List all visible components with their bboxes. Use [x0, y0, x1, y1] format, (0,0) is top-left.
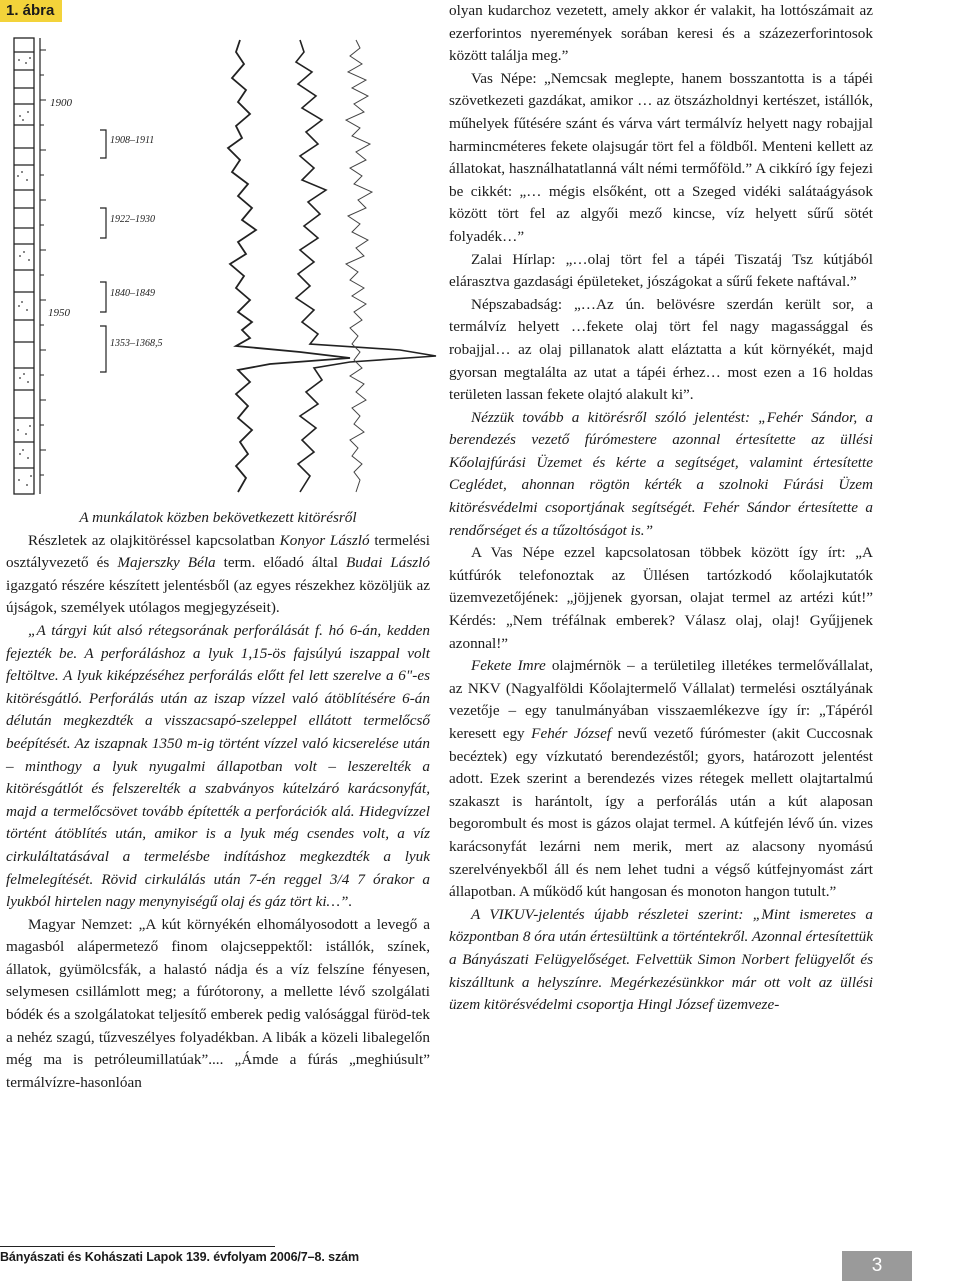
vikuv-paragraph: A VIKUV-jelentés újabb részletei szerint: „Mint ismeretes a központban 8 óra után értesültünk a történtekről. Azonnal értesítettük a Bányászati Felügyelőséget. Felvettük Simon Norbert felügyelőt és kiszálltunk a helyszínre. Megérkezésünkkor már ott volt az üllési üzem kitörésvédelmi csoportja Hingl József üzemveze- — [449, 905, 873, 1014]
interval-label-4: 1353–1368,5 — [110, 338, 163, 349]
lithology-column — [14, 38, 34, 494]
well-log-figure — [0, 30, 445, 500]
zalai-hirlap-paragraph: Zalai Hírlap: „…olaj tört fel a tápéi Tiszatáj Tsz kútjából elárasztva gazdasági épületeket, jószágokat a sűrű fekete naftával.” — [449, 250, 873, 291]
continuation-paragraph: olyan kudarchoz vezetett, amely akkor ér valakit, ha lottószámait az ezerforintos nyeremények sorában keresi és a százezerforintosok között találja meg.” — [449, 2, 873, 65]
gamma-curve — [346, 40, 372, 492]
sp-curve — [228, 40, 350, 492]
left-column — [6, 507, 430, 1094]
caption-title: A munkálatok közben bekövetkezett kitörésről — [79, 509, 357, 526]
resistivity-curve — [296, 40, 436, 492]
fekete-imre-paragraph: Fekete Imre olajmérnök – a területileg illetékes termelővállalat, az NKV (Nagyalföldi Kőolajtermelő Vállalat) termelési osztályának vezetője – egy tanulmányában visszaemlékezve így ír: „Tápéról keresett egy Fehér József nevű vezető fúrómester (akit Cuccosnak becéztek) egy vízkutató berendezéstől; gyors, határozott jelentést adott. Ezek szerint a berendezés vizes rétegek mellett olajtartalmú szakaszt is harántolt, így a perforálás után a kút alaposan begorombult és most is gázos olajat termel. A kútfején lévő ún. vizes karácsonyfát lezárni nem merik, mert az alacsony nyomású szerelvényekből áll és nem lehet tudni a végső kútfejnyomást zárt állapotban. A működő kút hangosan és monoton hangon tutult.” — [449, 657, 873, 901]
nepszabadsag-paragraph: Népszabadság: „…Az ún. belövésre szerdán került sor, a termálvíz helyett …fekete olaj tört fel nagy magassággal és robajjal… az olaj pillanatok alatt eláztatta a kút környékét, majd gyorsan megtalálta az utat a tápéi érhez… most ezen a 16 holdas területen lassan fekete olajtó alakult ki”. — [449, 295, 873, 404]
report-paragraph: „A tárgyi kút alsó rétegsorának perforálását f. hó 6-án, kedden fejezték be. A perforáláshoz a lyuk 1,15-ös fajsúlyú iszappal volt feltöltve. A lyuk kiképzéséhez perforálás előtt fel lett szerelve a 6"-es kitörésgátló. Perforálás után az iszap vízzel való átöblítésére 6-án délután megkezdték a visszacsapó-szeleppel ellátott termelőcső beépítését. Az iszapnak 1350 m-ig történt vízzel való kicserelése után – minthogy a lyuk nyugalmi állapotban volt – leszerelték a kitörésgátlót és felszerelték a szabványos kútelzáró karácsonyfát, majd a termelőcsövet tovább építették a perforációk alá. Hidegvízzel történt átöblítés után, amikor is a lyuk még csendes volt, a víz cirkuláltatásával a termelésbe indításhoz megkezdték a lyuk felmelegítését. Rövid cirkulálás után 7-én reggel 3/4 7 órakor a lyukból hirtelen nagy menynyiségű olaj és gáz tört ki…”. — [6, 621, 430, 911]
depth-label-1900: 1900 — [50, 97, 72, 109]
caption-intro: Részletek az olajkitöréssel kapcsolatban Konyor László termelési osztályvezető és Majerszky Béla term. előadó által Budai László igazgató részére készített jelentésből (az egyes részekhez közöljük az újságok, személyek utólagos megjegyzéseit). — [6, 531, 430, 617]
depth-label-1950: 1950 — [48, 307, 70, 319]
right-column — [449, 0, 873, 1017]
interval-label-3: 1840–1849 — [110, 288, 155, 299]
magyar-nemzet-paragraph: Magyar Nemzet: „A kút környékén elhomályosodott a levegő a magasból alápermetező finom olajcseppektől: istállók, színek, állatok, gyümölcsfák, a halastó nádja és a víz felszíne fényesen, selymesen csillámlott meg; a fúrótorony, a mellette lévő szolgálati bódék és a szolgálatokat teljesítő emberek pedig valósággal füröd-tek a nehéz szagú, tűzveszélyes folyadékban. A libák a közeli libalegelőn még ma is petróleumillatúak”.... „Ámde a fúrás „meghiúsult” termálvízre-hasonlóan — [6, 915, 430, 1091]
vas-nepe-second-paragraph: A Vas Népe ezzel kapcsolatosan többek között így írt: „A kútfúrók telefonoztak az Üllésen tartózkodó kőolajkutatók üzemvezetőjének: „jöjjenek gyorsan, olajat termel az artézi kút!” Kérdés: „Nem tréfálnak emberek? Válasz olaj, olaj! Gyűjjenek azonnal!” — [449, 544, 873, 652]
well-log-diagram — [0, 30, 445, 500]
interval-label-1: 1908–1911 — [110, 135, 155, 146]
journal-footer: Bányászati és Kohászati Lapok 139. évfolyam 2006/7–8. szám — [0, 1246, 275, 1265]
report-continued-paragraph: Nézzük tovább a kitörésről szóló jelentést: „Fehér Sándor, a berendezés vezető fúrómestere azonnal értesítette az üllési Kőolajfúrási Üzemet és kérte a segítséget, valamint értesítette Ceglédet, ahonnan rögtön kérték a szolnoki Fúrási Üzem kitörésvédelmi csoportjának segítségét. Fehér Sándor értesítette a rendőrséget és a tűzoltóságot is.” — [449, 408, 873, 539]
interval-label-2: 1922–1930 — [110, 214, 155, 225]
figure-label: 1. ábra — [0, 0, 62, 22]
page-number: 3 — [842, 1251, 912, 1281]
interval-brackets — [100, 130, 106, 372]
vas-nepe-paragraph: Vas Népe: „Nemcsak meglepte, hanem bosszantotta is a tápéi szövetkezeti gazdákat, amikor … az ötszázholdnyi kertészet, istállók, műhelyek fűtésére szánt és várva várt termálvíz helyett nagy robajjal harmincméteres fekete olajsugár tört fel a földből. Menteni kellett az állatokat, használhatatlanná vált némi termőföld.” A cikkíró így fejezi be cikkét: „… mégis elsőként, ott a Szeged vidéki salátaágyások között tört fel az algyői mező kincse, víz helyett sűrű sötét folyadék…” — [449, 69, 873, 245]
